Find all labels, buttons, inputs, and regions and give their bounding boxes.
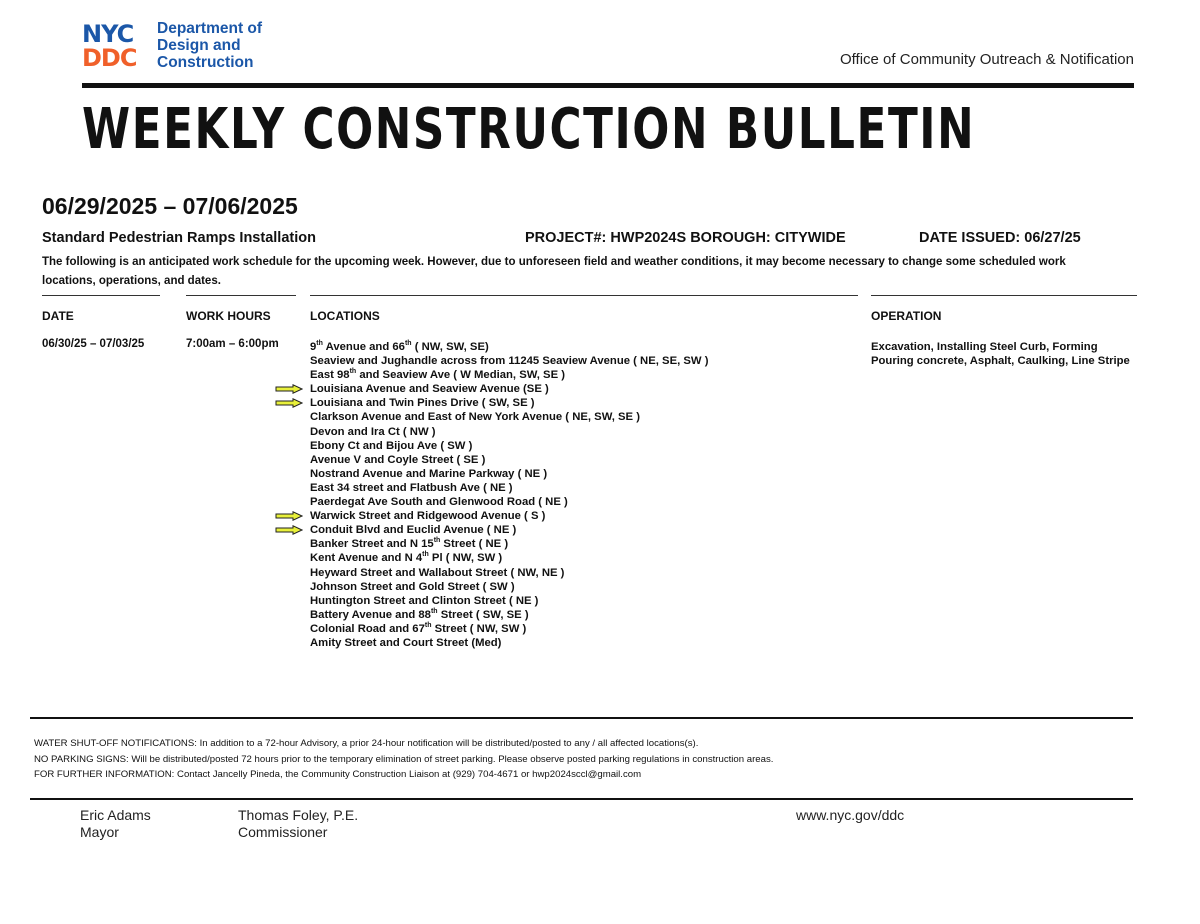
location-item: Battery Avenue and 88th Street ( SW, SE ) <box>310 608 529 621</box>
logo-nyc-text: NYC <box>82 20 134 48</box>
column-rule-operation <box>871 295 1137 296</box>
header-date: DATE <box>42 309 74 323</box>
location-item: Huntington Street and Clinton Street ( NE ) <box>310 594 539 607</box>
location-item: East 34 street and Flatbush Ave ( NE ) <box>310 481 513 494</box>
intro-text: The following is an anticipated work schedule for the upcoming week. However, due to unforeseen field and weather conditions, it may become necessary to change some scheduled work locations, operations, and dates. <box>42 256 1066 287</box>
logo-wordmark <box>157 20 262 71</box>
column-rule-date <box>42 295 160 296</box>
location-item: Louisiana Avenue and Seaview Avenue (SE ) <box>310 383 549 396</box>
website-link[interactable]: www.nyc.gov/ddc <box>796 807 905 823</box>
location-item: Nostrand Avenue and Marine Parkway ( NE ) <box>310 467 548 480</box>
notice-no-parking: NO PARKING SIGNS: Will be distributed/posted 72 hours prior to the temporary elimination of street parking. Please observe posted parking regulations in construction areas. <box>34 753 774 765</box>
header-work-hours: WORK HOURS <box>186 309 271 323</box>
location-item: Avenue V and Coyle Street ( SE ) <box>310 453 486 466</box>
commissioner-title: Commissioner <box>238 824 328 840</box>
highlight-arrow-icon <box>275 384 303 394</box>
location-item: Warwick Street and Ridgewood Avenue ( S ) <box>310 510 546 523</box>
location-item: Heyward Street and Wallabout Street ( NW, NE ) <box>310 566 565 579</box>
locations-list <box>310 340 708 650</box>
header-operation: OPERATION <box>871 309 942 323</box>
location-item: Devon and Ira Ct ( NW ) <box>310 425 436 438</box>
location-item: 9th Avenue and 66th ( NW, SW, SE) <box>310 340 489 353</box>
location-item: Conduit Blvd and Euclid Avenue ( NE ) <box>310 524 517 537</box>
mayor-signature <box>80 807 151 841</box>
location-item: Clarkson Avenue and East of New York Avenue ( NE, SW, SE ) <box>310 411 640 424</box>
location-item: Johnson Street and Gold Street ( SW ) <box>310 580 515 593</box>
location-item: Seaview and Jughandle across from 11245 Seaview Avenue ( NE, SE, SW ) <box>310 355 709 368</box>
location-item: Paerdegat Ave South and Glenwood Road ( NE ) <box>310 496 568 509</box>
mayor-title: Mayor <box>80 824 119 840</box>
highlight-arrow-icon <box>275 511 303 521</box>
commissioner-name: Thomas Foley, P.E. <box>238 807 359 823</box>
page-title: WEEKLY CONSTRUCTION BULLETIN <box>82 97 976 162</box>
header-locations: LOCATIONS <box>310 309 380 323</box>
location-item: Colonial Road and 67th Street ( NW, SW ) <box>310 622 527 635</box>
location-item: Amity Street and Court Street (Med) <box>310 636 502 649</box>
notes-rule <box>30 717 1133 719</box>
logo-ddc-text: DDC <box>82 44 137 68</box>
bulletin-date-range: 06/29/2025 – 07/06/2025 <box>42 193 298 219</box>
highlight-arrow-icon <box>275 525 303 535</box>
notices <box>34 736 773 783</box>
highlight-arrow-icon <box>275 398 303 408</box>
project-number: PROJECT#: HWP2024S BOROUGH: CITYWIDE <box>525 230 846 246</box>
column-rule-hours <box>186 295 296 296</box>
logo-line-1: Department of <box>157 20 263 37</box>
commissioner-signature <box>238 807 358 841</box>
notice-water-shutoff: WATER SHUT-OFF NOTIFICATIONS: In addition to a 72-hour Advisory, a prior 24-hour notification will be distributed/posted to any / all affected locations(s). <box>34 738 699 749</box>
row-operation: Excavation, Installing Steel Curb, Forming Pouring concrete, Asphalt, Caulking, Line Stripe <box>871 341 1130 368</box>
logo-line-3: Construction <box>157 54 254 71</box>
mayor-name: Eric Adams <box>80 807 151 823</box>
row-date: 06/30/25 – 07/03/25 <box>42 338 145 350</box>
office-name: Office of Community Outreach & Notification <box>839 51 1134 68</box>
date-issued: DATE ISSUED: 06/27/25 <box>919 230 1081 246</box>
location-item: East 98th and Seaview Ave ( W Median, SW, SE ) <box>310 368 566 382</box>
location-item: Kent Avenue and N 4th Pl ( NW, SW ) <box>310 551 503 565</box>
notice-further-info: FOR FURTHER INFORMATION: Contact Jancelly Pineda, the Community Construction Liaison at (929) 704-4671 or hwp2024sccl@gmail.com <box>34 769 642 780</box>
column-rule-locations <box>310 295 858 296</box>
footer-rule <box>30 798 1133 800</box>
location-item: Ebony Ct and Bijou Ave ( SW ) <box>310 439 473 452</box>
project-name: Standard Pedestrian Ramps Installation <box>42 230 316 246</box>
header-rule <box>82 83 1134 88</box>
location-item: Banker Street and N 15th Street ( NE ) <box>310 537 509 551</box>
logo-line-2: Design and <box>157 37 241 54</box>
location-item: Louisiana and Twin Pines Drive ( SW, SE ) <box>310 397 535 410</box>
row-work-hours: 7:00am – 6:00pm <box>186 338 279 350</box>
nyc-ddc-logo <box>82 20 148 68</box>
